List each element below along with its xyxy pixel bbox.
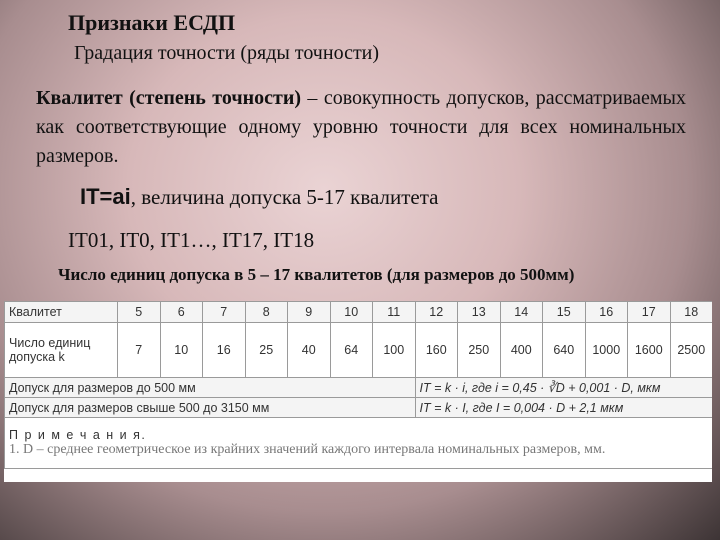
units-cell: 2500	[670, 323, 712, 378]
units-cell: 160	[415, 323, 458, 378]
grade-row-label: Квалитет	[5, 302, 118, 323]
grade-cell: 16	[585, 302, 628, 323]
notes-cell	[5, 418, 713, 469]
grade-cell: 17	[628, 302, 671, 323]
grade-series: IT01, IT0, IT1…, IT17, IT18	[68, 228, 315, 252]
grade-cell: 5	[118, 302, 161, 323]
units-cell: 100	[373, 323, 416, 378]
formula-row-up-to-500	[5, 378, 713, 398]
grade-row	[5, 302, 713, 323]
units-cell: 1600	[628, 323, 671, 378]
grade-cell: 9	[288, 302, 331, 323]
notes-heading: П р и м е ч а н и я.	[9, 428, 147, 442]
formula-row-label: Допуск для размеров свыше 500 до 3150 мм	[5, 398, 416, 418]
units-cell: 250	[458, 323, 501, 378]
grade-cell: 13	[458, 302, 501, 323]
units-row-label: Число единиц допуска k	[5, 323, 118, 378]
definition-text: – совокупность допусков, рассматриваемых как соответствующие одному уровню точности для всех номинальных размеров.	[36, 87, 686, 167]
units-cell: 64	[330, 323, 373, 378]
units-cell: 1000	[585, 323, 628, 378]
units-cell: 400	[500, 323, 543, 378]
grade-cell: 15	[543, 302, 586, 323]
formula-expression: IT=ai	[80, 184, 131, 209]
units-row	[5, 323, 713, 378]
formula-text: , величина допуска 5-17 квалитета	[130, 185, 439, 209]
table-caption: Число единиц допуска в 5 – 17 квалитетов (для размеров до 500мм)	[58, 265, 575, 284]
definition-paragraph	[36, 84, 686, 171]
tolerance-formula	[80, 184, 438, 210]
formula-row-value: IT = k · i, где i = 0,45 · ∛D + 0,001 · D, мкм	[415, 378, 712, 398]
units-cell: 25	[245, 323, 288, 378]
formula-row-label: Допуск для размеров до 500 мм	[5, 378, 416, 398]
units-cell: 10	[160, 323, 203, 378]
notes-row	[5, 418, 713, 469]
slide-subtitle: Градация точности (ряды точности)	[74, 42, 380, 64]
grade-cell: 14	[500, 302, 543, 323]
notes-text: 1. D – среднее геометрическое из крайних значений каждого интервала номинальных размеров, мм.	[9, 442, 606, 457]
grade-cell: 6	[160, 302, 203, 323]
grade-cell: 8	[245, 302, 288, 323]
grade-cell: 12	[415, 302, 458, 323]
slide-title: Признаки ЕСДП	[68, 10, 236, 35]
grade-cell: 7	[203, 302, 246, 323]
grade-cell: 11	[373, 302, 416, 323]
units-cell: 40	[288, 323, 331, 378]
units-cell: 7	[118, 323, 161, 378]
grade-cell: 18	[670, 302, 712, 323]
formula-row-500-3150	[5, 398, 713, 418]
tolerance-table	[4, 301, 712, 482]
grade-cell: 10	[330, 302, 373, 323]
units-cell: 16	[203, 323, 246, 378]
units-cell: 640	[543, 323, 586, 378]
formula-row-value: IT = k · I, где I = 0,004 · D + 2,1 мкм	[415, 398, 712, 418]
definition-term: Квалитет (степень точности)	[36, 87, 302, 109]
